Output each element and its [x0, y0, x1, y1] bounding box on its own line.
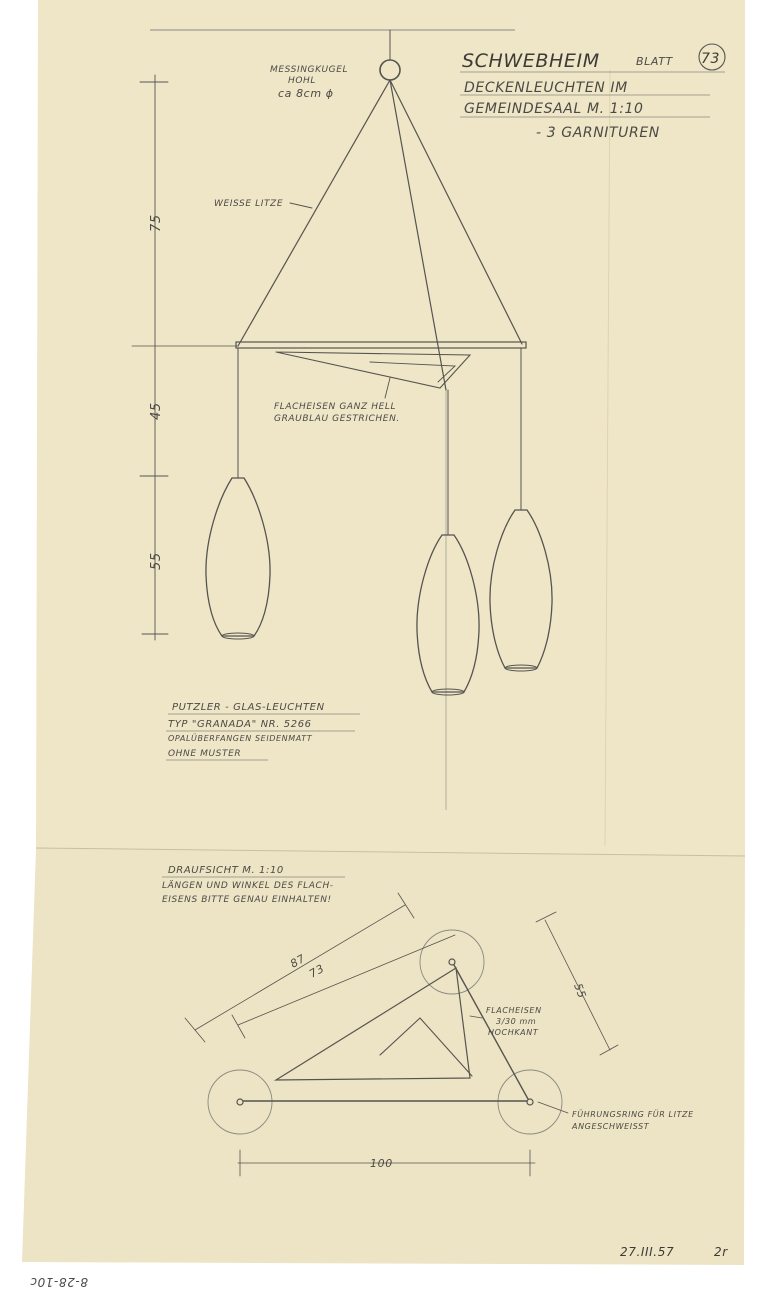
plan-bar-note-line-1: FLACHEISEN — [486, 1006, 542, 1015]
plan-dim-73: 73 — [307, 961, 327, 981]
sheet-number: 73 — [701, 51, 721, 67]
ball-note-line-2: HOHL — [288, 76, 317, 86]
ball-note-line-3: ca 8cm ϕ — [278, 87, 334, 100]
cord-note: WEISSE LITZE — [214, 199, 284, 209]
plan-dim-100: 100 — [370, 1157, 393, 1170]
plan-dim-87: 87 — [288, 951, 308, 971]
dimension-45: 45 — [149, 402, 164, 420]
glass-note-line-3: OPALÜBERFANGEN SEIDENMATT — [168, 734, 313, 743]
sheet-label: BLATT — [636, 55, 673, 68]
plan-note-line-2: EISENS BITTE GENAU EINHALTEN! — [162, 895, 332, 905]
ring-note-line-1: FÜHRUNGSRING FÜR LITZE — [572, 1110, 694, 1119]
glass-note-line-1: PUTZLER - GLAS-LEUCHTEN — [172, 702, 325, 713]
title-line-2: GEMEINDESAAL M. 1:10 — [464, 101, 644, 117]
ring-note-line-2: ANGESCHWEISST — [572, 1122, 650, 1131]
plan-bar-note-line-3: HOCHKANT — [488, 1028, 539, 1037]
title-line-1: DECKENLEUCHTEN IM — [464, 80, 628, 96]
plan-title: DRAUFSICHT M. 1:10 — [168, 865, 284, 876]
plan-dim-55: 55 — [571, 981, 589, 1001]
drawing-initials: 2r — [714, 1245, 728, 1259]
ball-note-line-1: MESSINGKUGEL — [270, 65, 349, 75]
title-line-3: - 3 GARNITUREN — [536, 125, 660, 141]
archive-number: 8-28-10c — [29, 1275, 88, 1289]
dimension-55: 55 — [149, 552, 164, 570]
plan-note-line-1: LÄNGEN UND WINKEL DES FLACH- — [162, 881, 334, 891]
paper-lower — [22, 848, 745, 1265]
drawing-date: 27.III.57 — [620, 1245, 675, 1259]
bar-note-line-1: FLACHEISEN GANZ HELL — [274, 402, 397, 412]
plan-bar-note-line-2: 3/30 mm — [496, 1017, 537, 1026]
glass-note-line-4: OHNE MUSTER — [168, 749, 242, 759]
bar-note-line-2: GRAUBLAU GESTRICHEN. — [274, 414, 400, 424]
project-title: SCHWEBHEIM — [462, 50, 600, 72]
dimension-75: 75 — [149, 214, 164, 232]
glass-note-line-2: TYP "GRANADA" NR. 5266 — [168, 719, 312, 730]
